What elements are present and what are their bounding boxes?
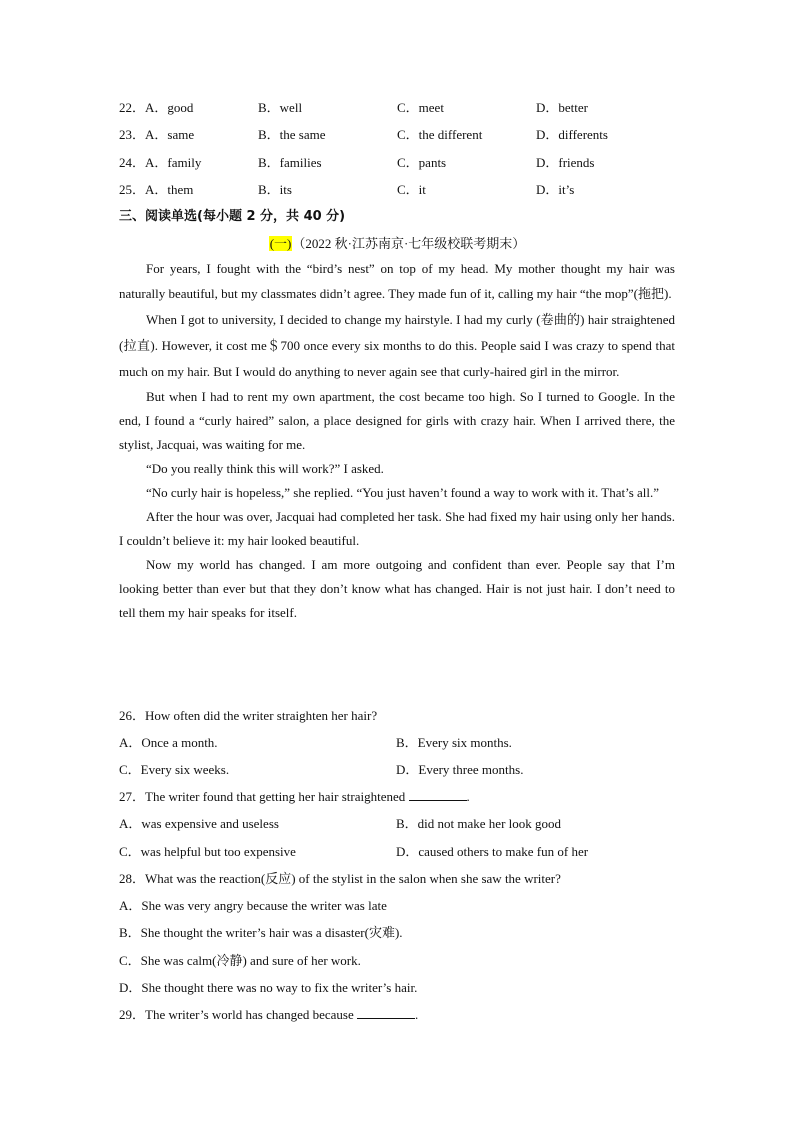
question-26-option-b: B．Every six months. (396, 735, 512, 750)
question-27-stem: 27．The writer found that getting her hair straightened (119, 789, 406, 804)
option-c: C．pants (397, 155, 447, 170)
option-b: B．the same (258, 127, 326, 142)
answer-blank (409, 788, 467, 801)
question-26-stem: 26．How often did the writer straighten her hair? (119, 708, 378, 723)
paragraph-5: “No curly hair is hopeless,” she replied. “You just haven’t found a way to work with it. That’s all.” (146, 485, 660, 500)
question-24-options (119, 152, 679, 172)
passage-title (0, 233, 794, 252)
question-26-option-c: C．Every six weeks. (119, 762, 230, 777)
question-28-option-d: D．She thought there was no way to fix the writer’s hair. (119, 980, 418, 995)
option-b: B．families (258, 155, 322, 170)
paragraph-3: But when I had to rent my own apartment, the cost became too high. So I turned to Google. In the end, I found a “curly haired” salon, a place designed for girls with crazy hair. When I arrived there, the stylist, Jacquai, was waiting for me. (119, 389, 675, 452)
question-27-option-b: B．did not make her look good (396, 816, 562, 831)
paragraph-6: After the hour was over, Jacquai had completed her task. She had fixed my hair using only her hands. I couldn’t believe it: my hair looked beautiful. (119, 509, 675, 548)
option-c: C．meet (397, 100, 444, 115)
question-27-option-a: A．was expensive and useless (119, 816, 279, 831)
question-28-stem: 28．What was the reaction(反应) of the stylist in the salon when she saw the writer? (119, 871, 561, 886)
section-heading: 三、阅读单选(每小题 2 分，共 40 分) (119, 209, 346, 224)
option-b: B．its (258, 182, 292, 197)
question-28-option-c: C．She was calm(冷静) and sure of her work. (119, 953, 361, 968)
question-27-option-d: D．caused others to make fun of her (396, 844, 589, 859)
question-27-end: . (466, 789, 470, 804)
passage-source: （2022 秋·江苏南京·七年级校联考期末） (292, 236, 526, 251)
paragraph-4: “Do you really think this will work?” I asked. (146, 461, 384, 476)
passage-label: (一) (269, 236, 292, 251)
paragraph-1: For years, I fought with the “bird’s nest” on top of my head. My mother thought my hair was naturally beautiful, but my classmates didn’t agree. They made fun of it, calling my hair “the mop”(拖把). (119, 261, 675, 301)
question-26-option-a: A．Once a month. (119, 735, 218, 750)
paragraph-7: Now my world has changed. I am more outgoing and confident than ever. People say that I’m looking better than ever but that they don’t know what has changed. Hair is not just hair. I don’t need to tell them my hair speaks for itself. (119, 557, 675, 620)
question-number: 25．A．them (119, 182, 194, 197)
question-27 (119, 786, 470, 805)
option-d: D．differents (536, 127, 608, 142)
question-29-end: . (415, 1007, 419, 1022)
option-c: C．it (397, 182, 426, 197)
question-28-option-a: A．She was very angry because the writer was late (119, 898, 387, 913)
question-23-options (119, 124, 679, 144)
passage-body (119, 256, 675, 625)
option-d: D．it’s (536, 182, 575, 197)
question-29 (119, 1004, 418, 1023)
question-26-option-d: D．Every three months. (396, 762, 524, 777)
question-29-stem: 29．The writer’s world has changed because (119, 1007, 354, 1022)
question-27-option-c: C．was helpful but too expensive (119, 844, 296, 859)
option-d: D．better (536, 100, 588, 115)
question-28-option-b: B．She thought the writer’s hair was a disaster(灾难). (119, 925, 403, 940)
answer-blank (357, 1006, 415, 1019)
question-22-options (119, 97, 679, 117)
option-d: D．friends (536, 155, 595, 170)
question-number: 22．A．good (119, 100, 194, 115)
question-25-options (119, 179, 679, 199)
paragraph-2: When I got to university, I decided to change my hairstyle. I had my curly (卷曲的) hair straightened (拉直). However, it cost me＄700 once every six months to do this. People said I was crazy to spend that much on my hair. But I would do anything to never again see that curly-haired girl in the mirror. (119, 312, 675, 379)
question-number: 23．A．same (119, 127, 195, 142)
option-b: B．well (258, 100, 303, 115)
option-c: C．the different (397, 127, 483, 142)
question-number: 24．A．family (119, 155, 202, 170)
